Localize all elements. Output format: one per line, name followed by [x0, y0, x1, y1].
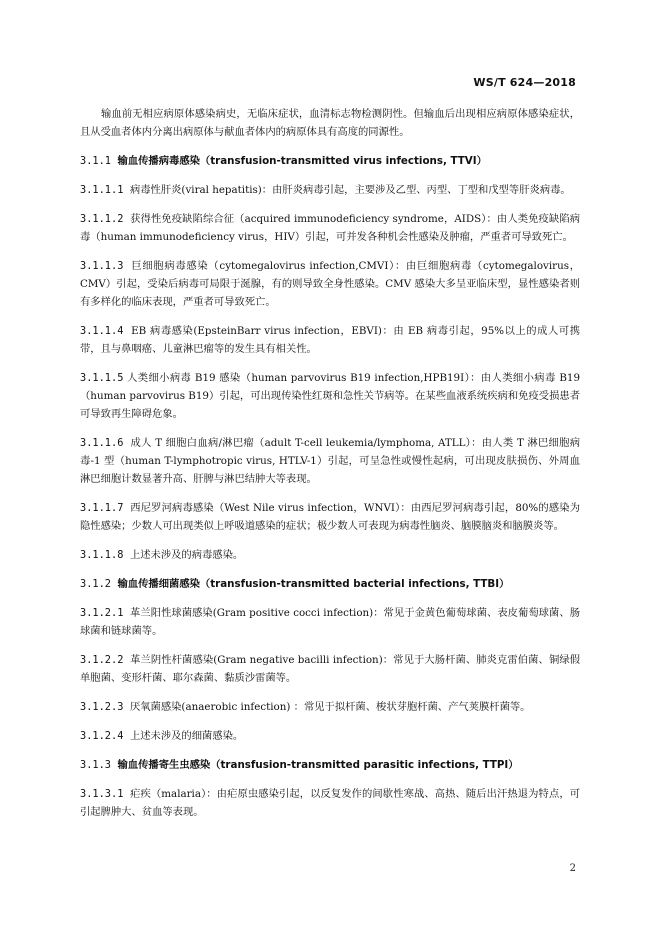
clause-number: 3.1.1.2 [80, 213, 124, 225]
clause-text: 人类细小病毒 B19 感染（human parvovirus B19 infection,HPB19I）：由人类细小病毒 B19（human parvovirus B19）引起，可出现传染性红斑和急性关节病等。在某些血液系统疾病和免疫受损患者可导致再生障碍危象。 [80, 372, 580, 420]
clause-3-1-2-4 [80, 727, 580, 745]
section-number: 3.1.3 [80, 759, 111, 771]
section-heading-3-1-1 [80, 152, 580, 170]
clause-text: 上述未涉及的病毒感染。 [129, 549, 244, 561]
section-title: 输血传播病毒感染（transfusion-transmitted virus infections, TTVI） [117, 155, 487, 167]
clause-3-1-1-5 [80, 369, 580, 423]
clause-text: 巨细胞病毒感染（cytomegalovirus infection,CMVI）：由巨细胞病毒（cytomegalovirus，CMV）引起，受染后病毒可局限于涎腺，有的则导致全身性感染。CMV 感染大多呈亚临床型，显性感染者则有多样化的临床表现，严重者可导致死亡。 [80, 260, 580, 308]
clause-text: 获得性免疫缺陷综合征（acquired immunodeficiency syndrome，AIDS）：由人类免疫缺陷病毒（human immunodeficiency virus，HIV）引起，可并发各种机会性感染及肿瘤，严重者可导致死亡。 [80, 213, 581, 243]
clause-number: 3.1.2.2 [80, 654, 124, 666]
clause-text: 病毒性肝炎(viral hepatitis)：由肝炎病毒引起，主要涉及乙型、丙型、丁型和戊型等肝炎病毒。 [129, 184, 571, 196]
clause-text: EB 病毒感染(EpsteinBarr virus infection，EBVI)：由 EB 病毒引起，95%以上的成人可携带，且与鼻咽癌、儿童淋巴瘤等的发生具有相关性。 [80, 325, 580, 355]
intro-paragraph: 输血前无相应病原体感染病史，无临床症状，血清标志物检测阴性。但输血后出现相应病原体感染症状，且从受血者体内分离出病原体与献血者体内的病原体具有高度的同源性。 [80, 108, 580, 138]
clause-number: 3.1.1.1 [80, 184, 124, 196]
clause-text: 上述未涉及的细菌感染。 [129, 730, 244, 742]
section-title: 输血传播细菌感染（transfusion-transmitted bacterial infections, TTBI） [117, 578, 510, 590]
clause-3-1-3-1 [80, 785, 580, 821]
clause-3-1-1-3 [80, 257, 580, 311]
section-heading-3-1-3 [80, 756, 580, 774]
section-number: 3.1.1 [80, 155, 111, 167]
clause-number: 3.1.2.1 [80, 607, 124, 619]
clause-text: 革兰阴性杆菌感染(Gram negative bacilli infection)：常见于大肠杆菌、肺炎克雷伯菌、铜绿假单胞菌、变形杆菌、耶尔森菌、黏质沙雷菌等。 [80, 654, 581, 684]
clause-number: 3.1.2.3 [80, 701, 124, 713]
clause-number: 3.1.1.6 [80, 437, 124, 449]
clause-3-1-1-2 [80, 210, 580, 246]
clause-text: 成人 T 细胞白血病/淋巴瘤（adult T-cell leukemia/lymphoma, ATLL）：由人类 T 淋巴细胞病毒-1 型（human T-lymphotropic virus, HTLV-1）引起，可呈急性或慢性起病，可出现皮肤损伤、外周血淋巴细胞计数显著升高、肝脾与淋巴结肿大等表现。 [80, 437, 580, 485]
clause-number: 3.1.1.4 [80, 325, 124, 337]
clause-text: 疟疾（malaria）：由疟原虫感染引起，以反复发作的间歇性寒战、高热、随后出汗热退为特点，可引起脾肿大、贫血等表现。 [80, 788, 581, 818]
clause-3-1-1-4 [80, 322, 580, 358]
page-number: 2 [569, 863, 576, 874]
clause-number: 3.1.2.4 [80, 730, 124, 742]
clause-3-1-2-1 [80, 604, 580, 640]
clause-text: 革兰阳性球菌感染(Gram positive cocci infection)：常见于金黄色葡萄球菌、表皮葡萄球菌、肠球菌和链球菌等。 [80, 607, 581, 637]
clause-number: 3.1.3.1 [80, 788, 124, 800]
clause-text: 厌氧菌感染(anaerobic infection) ：常见于拟杆菌、梭状芽胞杆菌、产气荚膜杆菌等。 [129, 701, 531, 713]
clause-number: 3.1.1.5 [80, 372, 124, 384]
page-content [80, 105, 580, 832]
document-id-header: WS/T 624—2018 [473, 76, 576, 89]
header-rule [80, 96, 576, 97]
clause-text: 西尼罗河病毒感染（West Nile virus infection，WNVI）：由西尼罗河病毒引起，80%的感染为隐性感染；少数人可出现类似上呼吸道感染的症状；极少数人可表现为病毒性脑炎、脑膜脑炎和脑膜炎等。 [80, 502, 580, 532]
clause-3-1-1-7 [80, 499, 580, 535]
clause-3-1-1-1 [80, 181, 580, 199]
clause-number: 3.1.1.3 [80, 260, 124, 272]
clause-3-1-2-3 [80, 698, 580, 716]
section-heading-3-1-2 [80, 575, 580, 593]
section-number: 3.1.2 [80, 578, 111, 590]
section-title: 输血传播寄生虫感染（transfusion-transmitted parasitic infections, TTPI） [117, 759, 519, 771]
clause-3-1-1-8 [80, 546, 580, 564]
clause-number: 3.1.1.7 [80, 502, 124, 514]
clause-number: 3.1.1.8 [80, 549, 124, 561]
clause-3-1-1-6 [80, 434, 580, 488]
clause-3-1-2-2 [80, 651, 580, 687]
